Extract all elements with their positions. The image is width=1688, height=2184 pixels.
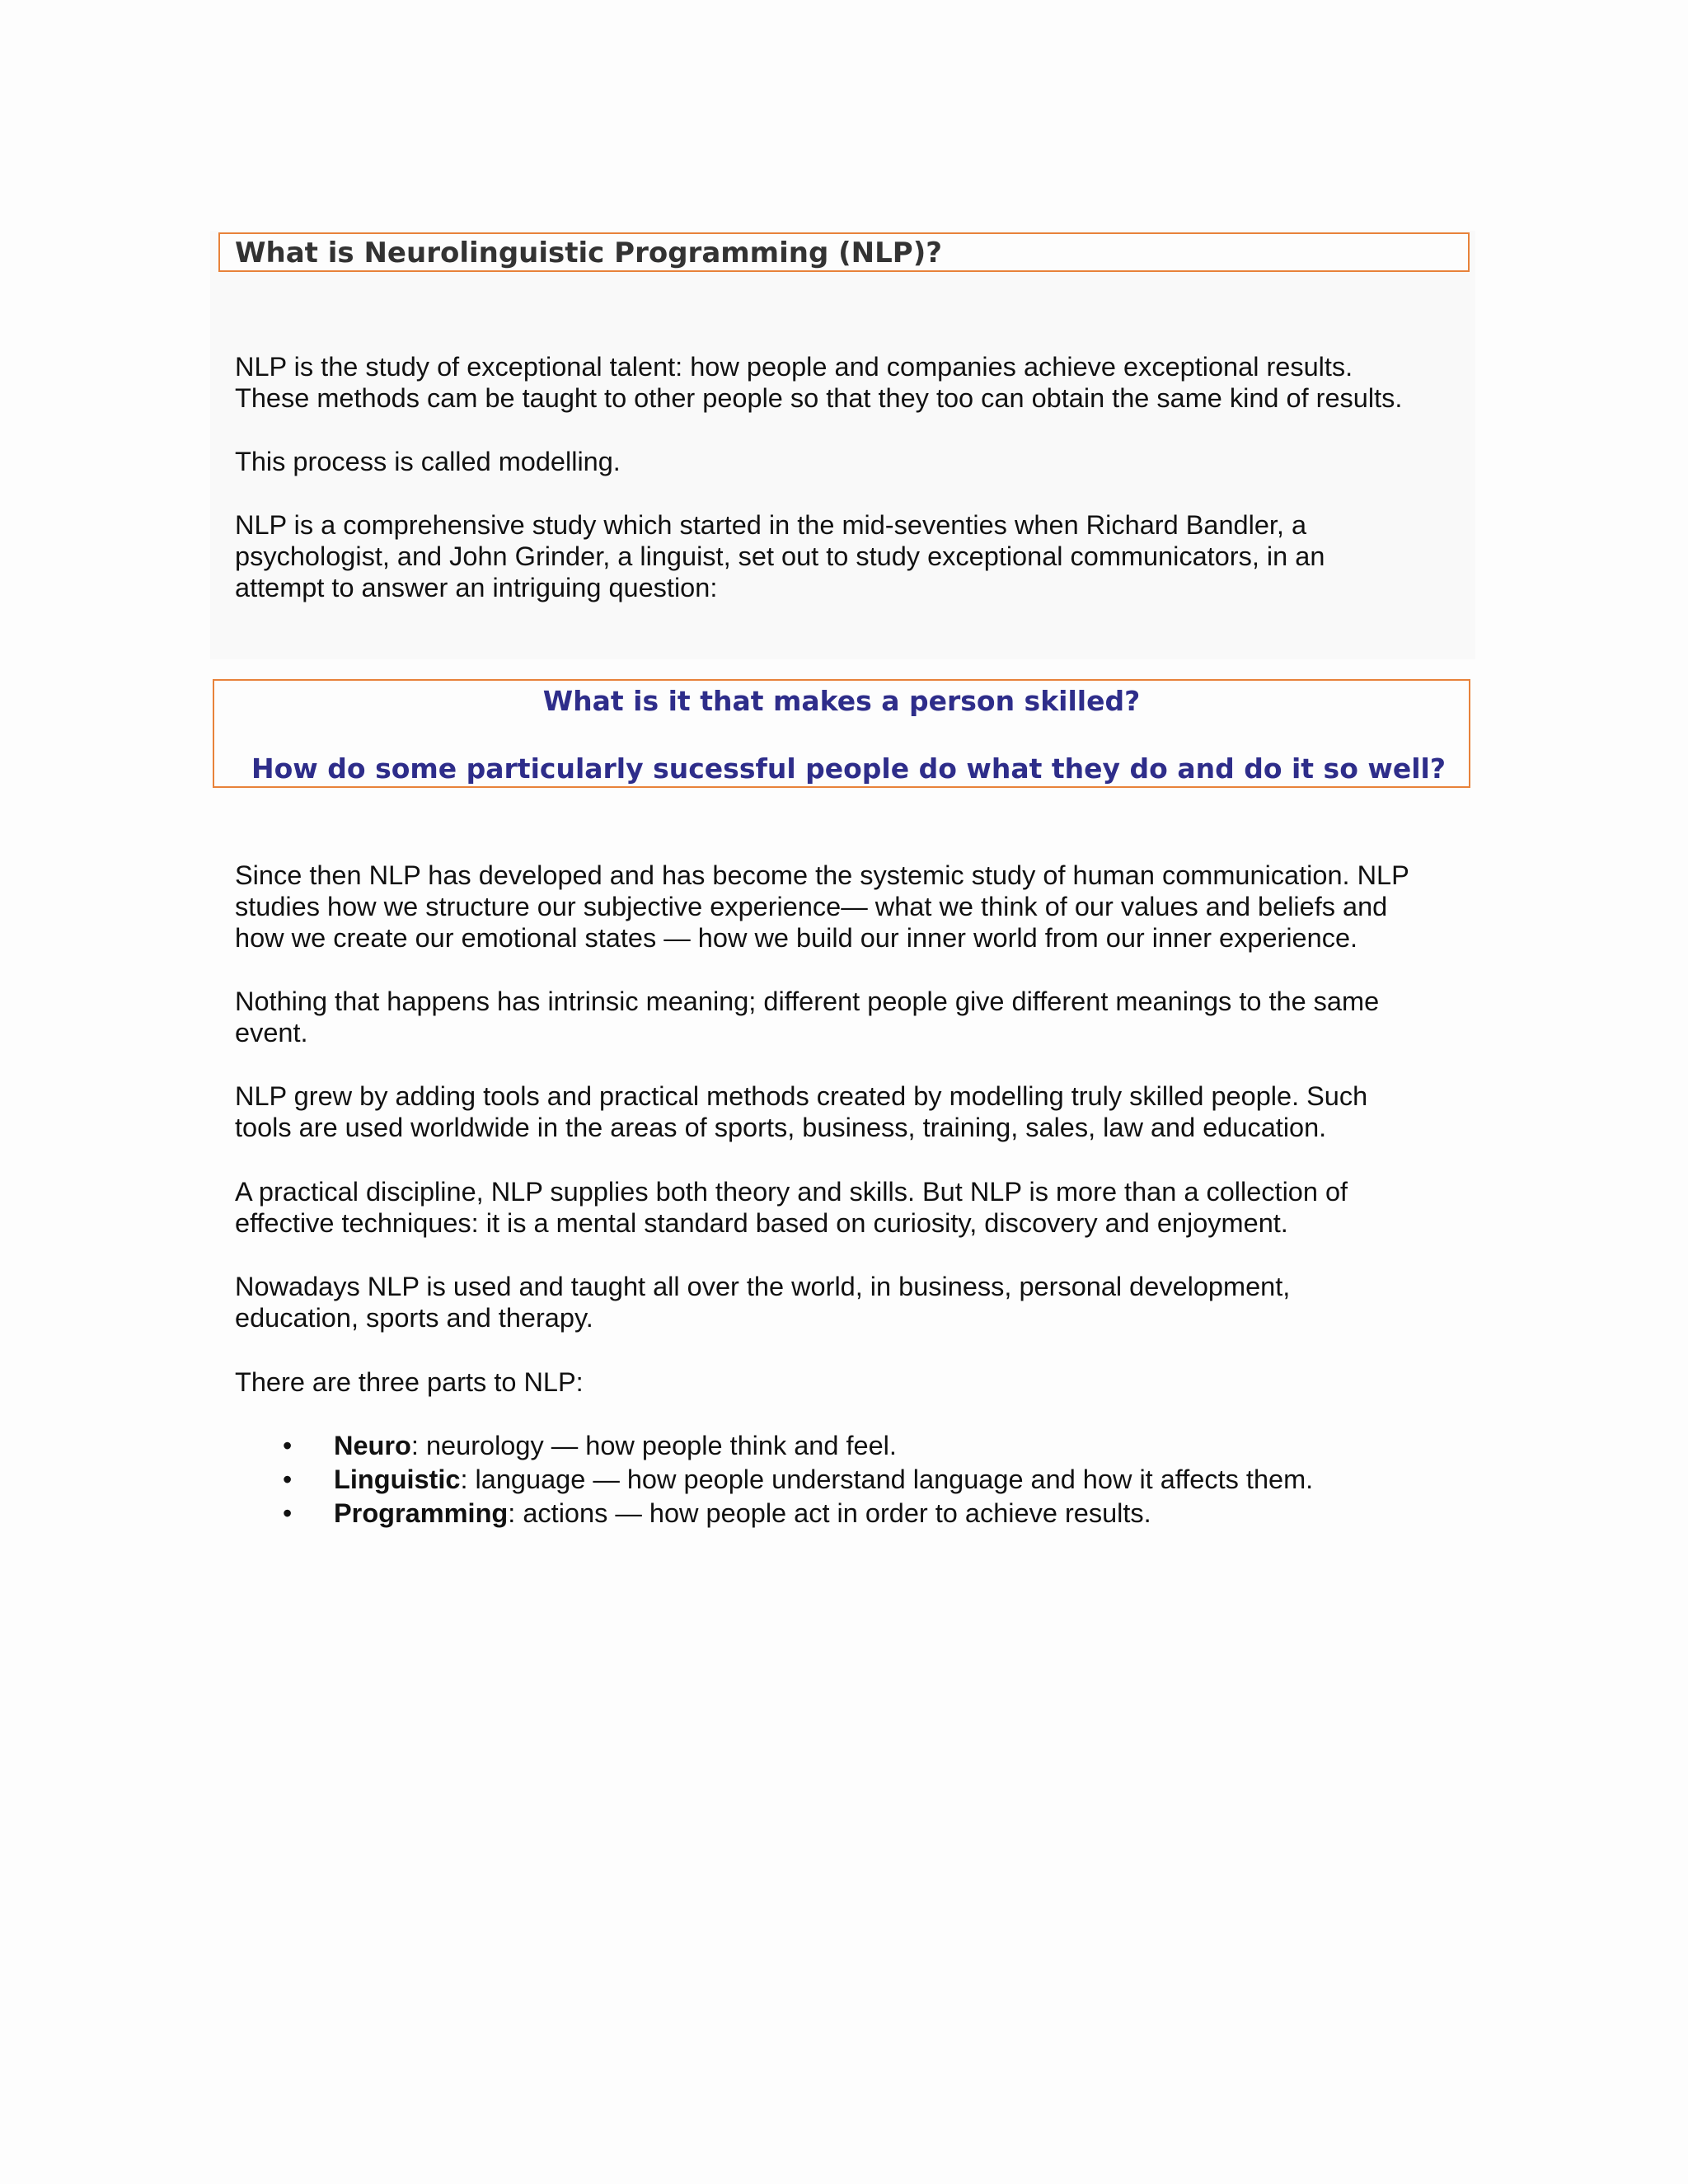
term: Neuro: [334, 1431, 411, 1460]
text-line: attempt to answer an intriguing question:: [235, 573, 718, 602]
list-item: [235, 1463, 1313, 1497]
text-line: psychologist, and John Grinder, a linguist, set out to study exceptional communicators, in an: [235, 541, 1325, 571]
text-line: These methods cam be taught to other people so that they too can obtain the same kind of results.: [235, 383, 1403, 413]
paragraph-9: There are three parts to NLP:: [235, 1367, 584, 1397]
question-2: How do some particularly sucessful people do what they do and do it so well?: [251, 752, 1446, 785]
question-1: What is it that makes a person skilled?: [542, 685, 1141, 717]
text-line: NLP is the study of exceptional talent: how people and companies achieve exceptional results.: [235, 352, 1353, 382]
intro-paragraph-2: This process is called modelling.: [235, 447, 621, 476]
text-line: NLP grew by adding tools and practical methods created by modelling truly skilled people. Such: [235, 1081, 1368, 1111]
text-line: Nowadays NLP is used and taught all over the world, in business, personal development,: [235, 1272, 1291, 1301]
question-box: [213, 679, 1470, 788]
text-line: studies how we structure our subjective experience— what we think of our values and beliefs and: [235, 892, 1388, 921]
text-line: A practical discipline, NLP supplies both theory and skills. But NLP is more than a collection of: [235, 1177, 1348, 1207]
list-item: [235, 1429, 1313, 1463]
text-line: event.: [235, 1018, 308, 1047]
text-line: education, sports and therapy.: [235, 1303, 593, 1333]
text-line: how we create our emotional states — how we build our inner world from our inner experience.: [235, 923, 1358, 953]
list-item: [235, 1497, 1313, 1530]
term-description: : language — how people understand language and how it affects them.: [460, 1465, 1314, 1494]
text-line: Nothing that happens has intrinsic meaning; different people give different meanings to the same: [235, 987, 1380, 1016]
page-title: What is Neurolinguistic Programming (NLP)?: [235, 237, 942, 269]
text-line: tools are used worldwide in the areas of sports, business, training, sales, law and education.: [235, 1113, 1327, 1142]
bullet-icon: •: [283, 1498, 293, 1528]
text-line: Since then NLP has developed and has become the systemic study of human communication. NLP: [235, 860, 1409, 890]
term-description: : neurology — how people think and feel.: [410, 1431, 897, 1460]
bullet-icon: •: [283, 1431, 293, 1460]
term: Linguistic: [334, 1465, 461, 1494]
nlp-parts-list: [235, 1429, 1313, 1530]
text-line: NLP is a comprehensive study which started in the mid-seventies when Richard Bandler, a: [235, 510, 1307, 540]
term-description: : actions — how people act in order to achieve results.: [508, 1498, 1151, 1528]
text-line: effective techniques: it is a mental standard based on curiosity, discovery and enjoyment.: [235, 1208, 1288, 1238]
bullet-icon: •: [283, 1465, 293, 1494]
title-box: [218, 232, 1470, 272]
term: Programming: [334, 1498, 509, 1528]
